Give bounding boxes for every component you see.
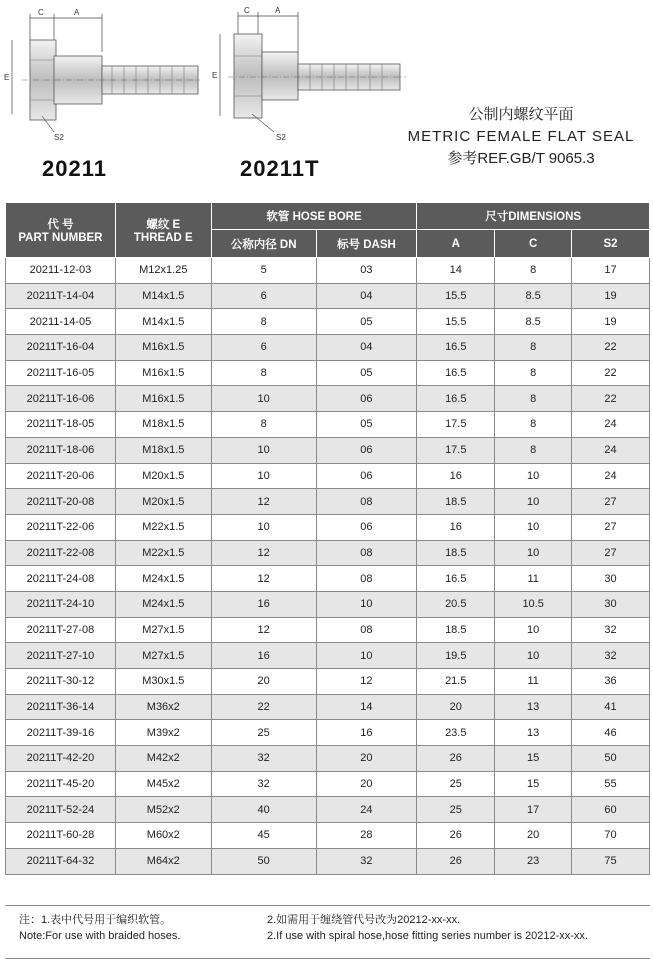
table-row — [6, 386, 650, 412]
header-dimensions: 尺寸DIMENSIONS — [417, 203, 650, 230]
cell-thread: M27x1.5 — [115, 643, 211, 669]
dim-c-label: C — [244, 6, 250, 15]
cell-a: 25 — [417, 797, 495, 823]
dim-a-label: A — [74, 8, 80, 17]
cell-thread: M22x1.5 — [115, 540, 211, 566]
cell-thread: M16x1.5 — [115, 335, 211, 361]
cell-s2: 17 — [572, 258, 650, 284]
cell-a: 16 — [417, 463, 495, 489]
table-row — [6, 335, 650, 361]
cell-thread: M64x2 — [115, 848, 211, 874]
header-a: A — [417, 230, 495, 258]
cell-part-number: 20211T-18-05 — [6, 412, 116, 438]
cell-part-number: 20211T-27-10 — [6, 643, 116, 669]
table-row — [6, 283, 650, 309]
cell-a: 26 — [417, 746, 495, 772]
cell-dash: 05 — [316, 360, 417, 386]
fitting-drawing-20211 — [2, 4, 202, 149]
title-zh: 公制内螺纹平面 — [468, 106, 574, 123]
cell-thread: M36x2 — [115, 694, 211, 720]
cell-part-number: 20211T-45-20 — [6, 771, 116, 797]
header-part-number — [6, 203, 116, 258]
header-thread-en: THREAD E — [133, 232, 193, 244]
cell-dash: 03 — [316, 258, 417, 284]
cell-c: 13 — [495, 694, 572, 720]
cell-dash: 10 — [316, 643, 417, 669]
cell-c: 8 — [495, 412, 572, 438]
table-row — [6, 514, 650, 540]
dim-c-label: C — [38, 8, 44, 17]
cell-dn: 6 — [211, 335, 316, 361]
cell-dash: 20 — [316, 771, 417, 797]
cell-dn: 10 — [211, 463, 316, 489]
cell-part-number: 20211T-27-08 — [6, 617, 116, 643]
cell-c: 8.5 — [495, 309, 572, 335]
cell-a: 15.5 — [417, 283, 495, 309]
header-s2: S2 — [572, 230, 650, 258]
table-row — [6, 771, 650, 797]
cell-c: 8 — [495, 335, 572, 361]
note-2-zh: 2.如需用于缠绕管代号改为20212-xx-xx. — [267, 914, 461, 926]
cell-part-number: 20211-12-03 — [6, 258, 116, 284]
dim-e-label: E — [212, 71, 218, 80]
cell-a: 16.5 — [417, 335, 495, 361]
cell-dn: 6 — [211, 283, 316, 309]
table-row — [6, 360, 650, 386]
cell-s2: 70 — [572, 823, 650, 849]
cell-dn: 16 — [211, 591, 316, 617]
cell-c: 23 — [495, 848, 572, 874]
cell-dash: 20 — [316, 746, 417, 772]
cell-thread: M14x1.5 — [115, 309, 211, 335]
title-ref: 参考REF.GB/T 9065.3 — [447, 150, 595, 167]
table-row — [6, 669, 650, 695]
cell-s2: 27 — [572, 540, 650, 566]
table-row — [6, 617, 650, 643]
table-row — [6, 848, 650, 874]
cell-a: 16.5 — [417, 566, 495, 592]
cell-part-number: 20211T-24-10 — [6, 591, 116, 617]
cell-s2: 50 — [572, 746, 650, 772]
cell-part-number: 20211-14-05 — [6, 309, 116, 335]
cell-dash: 08 — [316, 540, 417, 566]
cell-c: 10 — [495, 514, 572, 540]
cell-s2: 27 — [572, 514, 650, 540]
model-label-20211: 20211 — [42, 156, 107, 181]
cell-part-number: 20211T-24-08 — [6, 566, 116, 592]
cell-a: 18.5 — [417, 540, 495, 566]
cell-s2: 55 — [572, 771, 650, 797]
table-row — [6, 746, 650, 772]
cell-dash: 16 — [316, 720, 417, 746]
table-row — [6, 591, 650, 617]
table-row — [6, 489, 650, 515]
dim-s2-label: S2 — [276, 133, 286, 142]
cell-dn: 40 — [211, 797, 316, 823]
cell-dn: 10 — [211, 437, 316, 463]
cell-s2: 30 — [572, 591, 650, 617]
cell-a: 23.5 — [417, 720, 495, 746]
cell-thread: M14x1.5 — [115, 283, 211, 309]
cell-dn: 8 — [211, 309, 316, 335]
cell-dash: 12 — [316, 669, 417, 695]
cell-thread: M39x2 — [115, 720, 211, 746]
cell-c: 10 — [495, 489, 572, 515]
cell-dash: 14 — [316, 694, 417, 720]
cell-dash: 08 — [316, 617, 417, 643]
cell-s2: 32 — [572, 643, 650, 669]
cell-s2: 36 — [572, 669, 650, 695]
cell-a: 17.5 — [417, 412, 495, 438]
cell-s2: 19 — [572, 309, 650, 335]
cell-a: 18.5 — [417, 617, 495, 643]
cell-c: 8 — [495, 437, 572, 463]
table-row — [6, 643, 650, 669]
header-hose-bore: 软管 HOSE BORE — [211, 203, 417, 230]
cell-c: 10 — [495, 617, 572, 643]
note-1-zh: 注：1.表中代号用于编织软管。 — [19, 914, 172, 926]
cell-dn: 16 — [211, 643, 316, 669]
cell-part-number: 20211T-39-16 — [6, 720, 116, 746]
cell-s2: 60 — [572, 797, 650, 823]
title-block — [401, 104, 641, 170]
cell-thread: M42x2 — [115, 746, 211, 772]
note-2-en: 2.If use with spiral hose,hose fitting series number is 20212-xx-xx. — [267, 930, 588, 942]
cell-part-number: 20211T-60-28 — [6, 823, 116, 849]
cell-dn: 8 — [211, 412, 316, 438]
table-row — [6, 694, 650, 720]
cell-dash: 04 — [316, 283, 417, 309]
cell-dash: 24 — [316, 797, 417, 823]
cell-a: 16 — [417, 514, 495, 540]
spec-table — [5, 202, 650, 875]
cell-part-number: 20211T-36-14 — [6, 694, 116, 720]
fitting-drawing-20211t — [212, 4, 412, 149]
model-label-20211t: 20211T — [240, 156, 320, 181]
cell-c: 10 — [495, 540, 572, 566]
spec-table-body — [6, 258, 650, 875]
cell-thread: M20x1.5 — [115, 489, 211, 515]
dim-e-label: E — [4, 73, 10, 82]
cell-a: 26 — [417, 823, 495, 849]
cell-c: 10.5 — [495, 591, 572, 617]
cell-a: 20 — [417, 694, 495, 720]
cell-a: 16.5 — [417, 386, 495, 412]
header-dash: 标号 DASH — [316, 230, 417, 258]
cell-c: 15 — [495, 746, 572, 772]
cell-thread: M18x1.5 — [115, 412, 211, 438]
cell-thread: M18x1.5 — [115, 437, 211, 463]
cell-s2: 30 — [572, 566, 650, 592]
table-row — [6, 258, 650, 284]
dim-a-label: A — [275, 6, 281, 15]
header-c: C — [495, 230, 572, 258]
cell-a: 21.5 — [417, 669, 495, 695]
cell-thread: M27x1.5 — [115, 617, 211, 643]
cell-a: 15.5 — [417, 309, 495, 335]
cell-dash: 05 — [316, 309, 417, 335]
cell-dash: 06 — [316, 437, 417, 463]
cell-thread: M24x1.5 — [115, 591, 211, 617]
cell-dn: 32 — [211, 746, 316, 772]
cell-dash: 28 — [316, 823, 417, 849]
cell-dn: 12 — [211, 489, 316, 515]
note-2 — [267, 912, 588, 944]
cell-part-number: 20211T-16-06 — [6, 386, 116, 412]
cell-s2: 22 — [572, 360, 650, 386]
cell-dn: 22 — [211, 694, 316, 720]
table-row — [6, 463, 650, 489]
header-thread — [115, 203, 211, 258]
cell-thread: M22x1.5 — [115, 514, 211, 540]
table-row — [6, 720, 650, 746]
cell-a: 14 — [417, 258, 495, 284]
cell-dash: 05 — [316, 412, 417, 438]
cell-dn: 5 — [211, 258, 316, 284]
cell-s2: 75 — [572, 848, 650, 874]
cell-part-number: 20211T-14-04 — [6, 283, 116, 309]
cell-part-number: 20211T-20-08 — [6, 489, 116, 515]
cell-thread: M45x2 — [115, 771, 211, 797]
title-en: METRIC FEMALE FLAT SEAL — [407, 128, 635, 145]
cell-s2: 22 — [572, 386, 650, 412]
cell-dn: 10 — [211, 386, 316, 412]
cell-s2: 24 — [572, 463, 650, 489]
dim-s2-label: S2 — [54, 133, 64, 142]
header-thread-zh: 螺纹 E — [146, 219, 181, 231]
cell-dash: 10 — [316, 591, 417, 617]
cell-thread: M52x2 — [115, 797, 211, 823]
header — [0, 0, 653, 200]
footer-notes — [5, 905, 650, 959]
cell-dn: 12 — [211, 617, 316, 643]
cell-thread: M30x1.5 — [115, 669, 211, 695]
cell-part-number: 20211T-22-08 — [6, 540, 116, 566]
cell-dn: 50 — [211, 848, 316, 874]
table-row — [6, 437, 650, 463]
cell-c: 8 — [495, 360, 572, 386]
cell-a: 17.5 — [417, 437, 495, 463]
cell-dn: 12 — [211, 540, 316, 566]
cell-part-number: 20211T-16-05 — [6, 360, 116, 386]
cell-s2: 46 — [572, 720, 650, 746]
cell-part-number: 20211T-30-12 — [6, 669, 116, 695]
cell-dash: 06 — [316, 463, 417, 489]
table-row — [6, 823, 650, 849]
cell-part-number: 20211T-42-20 — [6, 746, 116, 772]
cell-part-number: 20211T-64-32 — [6, 848, 116, 874]
cell-c: 20 — [495, 823, 572, 849]
cell-c: 10 — [495, 463, 572, 489]
cell-part-number: 20211T-22-06 — [6, 514, 116, 540]
cell-a: 26 — [417, 848, 495, 874]
cell-part-number: 20211T-20-06 — [6, 463, 116, 489]
table-row — [6, 540, 650, 566]
cell-c: 10 — [495, 643, 572, 669]
cell-s2: 41 — [572, 694, 650, 720]
cell-dash: 32 — [316, 848, 417, 874]
cell-dn: 45 — [211, 823, 316, 849]
header-part-number-en: PART NUMBER — [18, 232, 103, 244]
table-row — [6, 797, 650, 823]
cell-s2: 19 — [572, 283, 650, 309]
table-row — [6, 566, 650, 592]
cell-dn: 8 — [211, 360, 316, 386]
cell-a: 25 — [417, 771, 495, 797]
cell-c: 8 — [495, 258, 572, 284]
cell-s2: 24 — [572, 412, 650, 438]
cell-dash: 08 — [316, 489, 417, 515]
cell-dn: 12 — [211, 566, 316, 592]
cell-dash: 04 — [316, 335, 417, 361]
cell-dn: 20 — [211, 669, 316, 695]
cell-thread: M16x1.5 — [115, 360, 211, 386]
cell-dash: 08 — [316, 566, 417, 592]
table-row — [6, 412, 650, 438]
cell-c: 13 — [495, 720, 572, 746]
cell-c: 8.5 — [495, 283, 572, 309]
cell-part-number: 20211T-52-24 — [6, 797, 116, 823]
cell-thread: M20x1.5 — [115, 463, 211, 489]
cell-a: 19.5 — [417, 643, 495, 669]
cell-thread: M16x1.5 — [115, 386, 211, 412]
cell-dash: 06 — [316, 514, 417, 540]
cell-dn: 10 — [211, 514, 316, 540]
cell-a: 20.5 — [417, 591, 495, 617]
cell-s2: 22 — [572, 335, 650, 361]
cell-a: 18.5 — [417, 489, 495, 515]
note-1-en: Note:For use with braided hoses. — [19, 930, 181, 942]
cell-c: 11 — [495, 566, 572, 592]
cell-c: 11 — [495, 669, 572, 695]
cell-dn: 25 — [211, 720, 316, 746]
cell-a: 16.5 — [417, 360, 495, 386]
cell-thread: M12x1.25 — [115, 258, 211, 284]
header-part-number-zh: 代 号 — [47, 219, 74, 231]
cell-c: 15 — [495, 771, 572, 797]
cell-dash: 06 — [316, 386, 417, 412]
cell-s2: 32 — [572, 617, 650, 643]
cell-s2: 24 — [572, 437, 650, 463]
cell-part-number: 20211T-16-04 — [6, 335, 116, 361]
cell-part-number: 20211T-18-06 — [6, 437, 116, 463]
cell-c: 17 — [495, 797, 572, 823]
table-row — [6, 309, 650, 335]
cell-dn: 32 — [211, 771, 316, 797]
header-dn: 公称内径 DN — [211, 230, 316, 258]
cell-s2: 27 — [572, 489, 650, 515]
cell-thread: M24x1.5 — [115, 566, 211, 592]
cell-thread: M60x2 — [115, 823, 211, 849]
cell-c: 8 — [495, 386, 572, 412]
note-1 — [19, 912, 180, 944]
